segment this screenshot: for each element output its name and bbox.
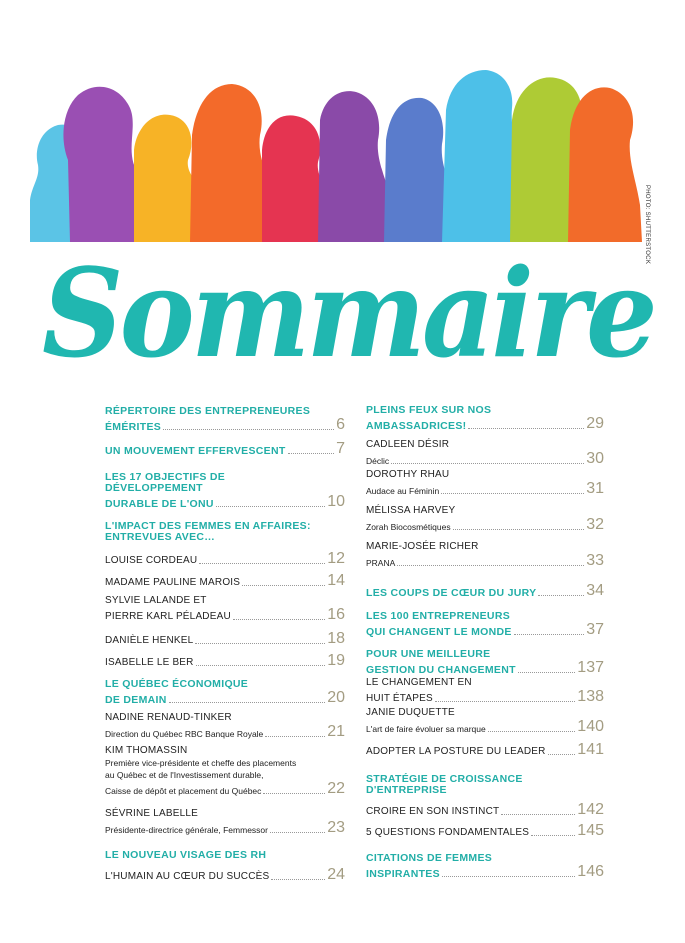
leader-dots [288,453,335,454]
toc-left-entry[interactable] [105,573,345,589]
women-silhouettes-banner [0,0,685,245]
page-title [40,238,660,398]
toc-left-entry-title: ENTREVUES AVEC… [105,531,216,543]
toc-left-entry-note: Direction du Québec RBC Banque Royale [105,729,264,739]
toc-left-entry-title: UN MOUVEMENT EFFERVESCENT [105,445,286,457]
page-number: 32 [586,516,604,533]
leader-dots [468,428,584,429]
leader-dots [265,736,325,737]
toc-left-entry[interactable] [105,712,345,740]
page-number: 145 [577,822,604,839]
toc-right-entry-note: Audace au Féminin [366,486,440,496]
page-number: 7 [336,440,345,457]
toc-right-entry[interactable] [366,774,604,796]
toc-right-entry-title: LES COUPS DE CŒUR DU JURY [366,587,537,599]
toc-right-entry-title: PLEINS FEUX SUR NOS [366,404,492,416]
title-text: Sommaire [42,241,654,385]
toc-left-entry[interactable] [105,867,345,883]
page-number: 37 [586,621,604,638]
toc-right-entry-note: Déclic [366,456,390,466]
toc-right-entry[interactable] [366,742,604,758]
toc-right-entry-title: JANIE DUQUETTE [366,707,455,718]
leader-dots [518,672,575,673]
page-number: 23 [327,819,345,836]
toc-right-entry[interactable] [366,405,604,432]
page-number: 22 [327,780,345,797]
toc-left-entry-title: LOUISE CORDEAU [105,555,198,566]
toc-left-entry-title: MADAME PAULINE MAROIS [105,577,241,588]
toc-right-entry-note: L'art de faire évoluer sa marque [366,724,486,734]
toc-right-entry[interactable] [366,823,604,839]
leader-dots [263,793,325,794]
toc-left-entry-title: PIERRE KARL PÉLADEAU [105,611,231,622]
page-number: 137 [577,659,604,676]
toc-left-entry[interactable] [105,441,345,457]
toc-left-entry-title: KIM THOMASSIN [105,745,188,756]
leader-dots [538,595,584,596]
page-number: 19 [327,652,345,669]
toc-left-entry-title: RÉPERTOIRE DES ENTREPRENEURES [105,405,311,417]
page-number: 16 [327,606,345,623]
toc-left-entry-title: DURABLE DE L'ONU [105,498,214,510]
toc-left-entry-note: Première vice-présidente et cheffe des placements [105,758,297,768]
toc-left-entry[interactable] [105,595,345,623]
toc-right-entry[interactable] [366,707,604,735]
leader-dots [501,814,575,815]
toc-left-entry[interactable] [105,521,345,543]
toc-right-entry-title: CROIRE EN SON INSTINCT [366,806,500,817]
toc-right-entry-title: AMBASSADRICES! [366,420,467,432]
page-number: 6 [336,416,345,433]
toc-left-entry[interactable] [105,472,345,510]
leader-dots [488,731,576,732]
leader-dots [242,585,325,586]
page-number: 29 [586,415,604,432]
toc-right-entry-title: D'ENTREPRISE [366,784,447,796]
toc-right-entry-title: GESTION DU CHANGEMENT [366,664,516,676]
toc-right-entry-title: INSPIRANTES [366,868,440,880]
toc-right-entry-title: ADOPTER LA POSTURE DU LEADER [366,746,546,757]
toc-right-entry[interactable] [366,677,604,705]
toc-right-entry-title: HUIT ÉTAPES [366,693,433,704]
toc-left-entry-title: LES 17 OBJECTIFS DE [105,471,226,483]
page-number: 21 [327,723,345,740]
leader-dots [270,832,325,833]
leader-dots [435,701,575,702]
leader-dots [196,665,326,666]
toc-right-entry[interactable] [366,469,604,497]
toc-right-entry-title: POUR UNE MEILLEURE [366,648,491,660]
page-number: 142 [577,801,604,818]
toc-right-entry-note: PRANA [366,558,396,568]
leader-dots [397,565,584,566]
toc-right-entry-note: Zorah Biocosmétiques [366,522,451,532]
toc-right-entry-title: LE CHANGEMENT EN [366,677,472,688]
page-number: 146 [577,863,604,880]
toc-right-entry-title: LES 100 ENTREPRENEURS [366,610,511,622]
toc-right-entry[interactable] [366,439,604,467]
toc-left-entry-title: L'HUMAIN AU CŒUR DU SUCCÈS [105,871,270,882]
leader-dots [199,563,325,564]
toc-left-entry-title: DE DEMAIN [105,694,167,706]
toc-left-entry-title: DANIÈLE HENKEL [105,635,194,646]
page-number: 34 [586,582,604,599]
toc-right-entry[interactable] [366,853,604,880]
page-number: 140 [577,718,604,735]
leader-dots [548,754,576,755]
toc-right-entry-title: 5 QUESTIONS FONDAMENTALES [366,827,530,838]
toc-left-entry-title: SÉVRINE LABELLE [105,808,199,819]
toc-left-entry[interactable] [105,850,345,861]
toc-left-entry[interactable] [105,551,345,567]
toc-left-entry-title: NADINE RENAUD-TINKER [105,712,232,723]
toc-left-entry-title: LE NOUVEAU VISAGE DES RH [105,849,267,861]
page-number: 33 [586,552,604,569]
toc-left-entry-note: Caisse de dépôt et placement du Québec [105,786,262,796]
leader-dots [169,702,326,703]
toc-right-entry[interactable] [366,649,604,676]
toc-right-entry[interactable] [366,611,604,638]
silhouette-10 [568,87,642,242]
page-number: 30 [586,450,604,467]
leader-dots [441,493,584,494]
toc-left-entry-title: ÉMÉRITES [105,421,162,433]
leader-dots [453,529,585,530]
leader-dots [233,619,325,620]
toc-right-entry-title: CITATIONS DE FEMMES [366,852,493,864]
silhouette-6 [318,91,394,242]
toc-right-entry[interactable] [366,583,604,599]
leader-dots [442,876,575,877]
toc-left-entry-title: DÉVELOPPEMENT [105,482,203,494]
toc-left-entry[interactable] [105,631,345,647]
toc-left-entry-title: L'IMPACT DES FEMMES EN AFFAIRES: [105,520,311,532]
page-number: 20 [327,689,345,706]
toc-left-entry-note: Présidente-directrice générale, Femmessor [105,825,268,835]
toc-right-entry[interactable] [366,541,604,569]
page-number: 18 [327,630,345,647]
page-number: 12 [327,550,345,567]
toc-left-entry[interactable] [105,653,345,669]
page-number: 141 [577,741,604,758]
leader-dots [216,506,325,507]
toc-right-entry-title: MÉLISSA HARVEY [366,505,456,516]
page-number: 138 [577,688,604,705]
page-number: 24 [327,866,345,883]
toc-left-entry-title: ISABELLE LE BER [105,657,194,668]
toc-right-entry[interactable] [366,505,604,533]
page-number: 14 [327,572,345,589]
toc-right-entry-title: CADLEEN DÉSIR [366,439,450,450]
toc-left-entry-title: SYLVIE LALANDE ET [105,595,207,606]
toc-left-entry[interactable] [105,406,345,433]
page-number: 10 [327,493,345,510]
leader-dots [391,463,584,464]
toc-left-entry[interactable] [105,808,345,836]
leader-dots [531,835,575,836]
leader-dots [195,643,325,644]
leader-dots [163,429,334,430]
toc-right-entry-title: QUI CHANGENT LE MONDE [366,626,512,638]
toc-right-entry[interactable] [366,802,604,818]
page-number: 31 [586,480,604,497]
toc-left-entry[interactable] [105,745,345,797]
toc-right-entry-title: STRATÉGIE DE CROISSANCE [366,773,523,785]
leader-dots [271,879,325,880]
toc-left-entry-note: au Québec et de l'Investissement durable, [105,770,264,780]
toc-right-entry-title: DOROTHY RHAU [366,469,450,480]
photo-credit: PHOTO: SHUTTERSTOCK [644,185,650,265]
toc-left-entry[interactable] [105,679,345,706]
toc-right-entry-title: MARIE-JOSÉE RICHER [366,541,479,552]
leader-dots [514,634,584,635]
toc-left-entry-title: LE QUÉBEC ÉCONOMIQUE [105,678,249,690]
